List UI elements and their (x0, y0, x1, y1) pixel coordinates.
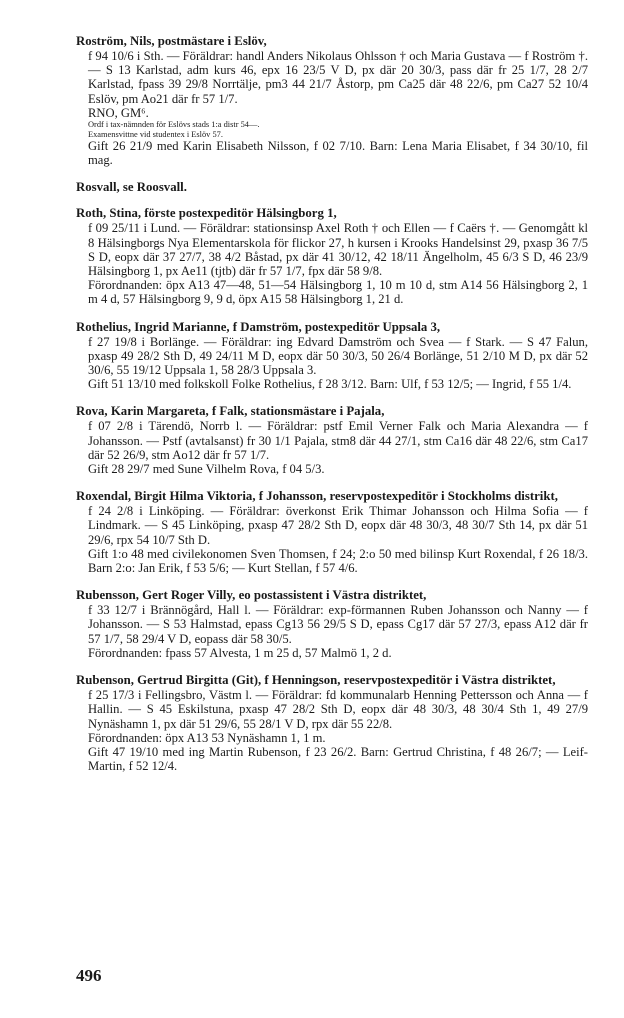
entry-roxendal (76, 489, 592, 576)
entry-rostrom (76, 34, 592, 168)
entry-roth (76, 206, 588, 306)
entry-family: Gift 47 19/10 med ing Martin Rubenson, f 23 26/2. Barn: Gertrud Christina, f 48 26/7; — Leif-Martin, f 52 12/4. (88, 744, 588, 774)
entry-notes: Ordf i tax-nämnden för Eslövs stads 1:a distr 54—. Examensvittne vid studentex i Eslöv 57. (88, 120, 260, 139)
entry-rubenson (76, 673, 588, 773)
entry-heading: Rova, Karin Margareta, f Falk, stationsmästare i Pajala, (76, 404, 385, 419)
entry-family: Gift 28 29/7 med Sune Vilhelm Rova, f 04 5/3. (88, 462, 325, 477)
entry-body: f 07 2/8 i Tärendö, Norrb l. — Föräldrar: pstf Emil Verner Falk och Maria Alexandra — f Johansson. — Pstf (avtalsanst) fr 30 1/1 Pajala, stm8 där 44 27/1, stm Ca16 där 48 22/6, stm Ca17 där 52 26/9, stm Ao12 där fr 57 1/7. (88, 419, 592, 462)
entry-body: f 27 19/8 i Borlänge. — Föräldrar: ing Edvard Damström och Svea — f Stark. — S 47 Falun, pxasp 49 28/2 Sth D, 49 24/11 M D, eopx där 50 30/3, 50 26/4 Borlänge, 51 2/10 M D, px där 52 30/6, 55 19/12 Uppsala 1, 58 28/3 Uppsala 3. (88, 334, 592, 378)
entry-rubensson (76, 588, 588, 660)
entry-heading: Rubenson, Gertrud Birgitta (Git), f Henningson, reservpostexpeditör i Västra distriktet, (76, 673, 556, 688)
entry-body: f 09 25/11 i Lund. — Föräldrar: stationsinsp Axel Roth † och Ellen — f Caërs †. — Genomgått kl 8 Hälsingborgs Nya Elementarskola för flickor 27, h kursen i Krooks Handelsinst 29, pxasp 36 7/5 S D, eopx där 37 27/7, 38 4/2 Båstad, px där 41 30/12, 42 18/11 Ängelholm, 45 6/3 S D, 46 23/9 Hälsingborg 1, px Ae11 (tjtb) där fr 57 1/7, fpx där 58 9/8. Förordnanden: öpx A13 47—48, 51—54 Hälsingborg 1, 10 m 10 d, stm A14 56 Hälsingborg 2, 1 m 4 d, 57 Hälsingborg 9, 9 d, öpx A15 58 Hälsingborg 1, 21 d. (88, 221, 588, 307)
entry-heading: Roxendal, Birgit Hilma Viktoria, f Johansson, reservpostexpeditör i Stockholms distrikt, (76, 489, 558, 504)
entry-heading: Rothelius, Ingrid Marianne, f Damström, postexpeditör Uppsala 3, (76, 319, 441, 334)
entries-column (76, 34, 592, 786)
entry-body: f 25 17/3 i Fellingsbro, Västm l. — Föräldrar: fd kommunalarb Henning Pettersson och Anna — f Hallin. — S 45 Eskilstuna, pxasp 47 28/2 Sth D, eopx där 48 30/3, 48 30/4 Sth 1, 49 27/9 Nynäshamn 1, px där 51 29/6, 55 28/1 V D, rpx där 55 22/8. Förordnanden: öpx A13 53 Nynäshamn 1, 1 m. (88, 688, 588, 745)
page-number: 496 (76, 966, 102, 985)
entry-heading: Roth, Stina, förste postexpeditör Hälsingborg 1, (76, 206, 337, 221)
entry-body: f 94 10/6 i Sth. — Föräldrar: handl Anders Nikolaus Ohlsson † och Maria Gustava — f Roström †. — S 13 Karlstad, adm kurs 46, epx 16 23/5 V D, px där 20 30/3, pass där fr 25 1/7, 28 2/7 Karlstad, fpass 39 29/8 Norrtälje, pm3 44 21/7 Åstorp, pm Ca25 där 48 22/6, pm Ca27 52 10/4 Eslöv, pm Ao21 där fr 57 1/7. RNO, GM⁶. (88, 49, 588, 120)
entry-rothelius (76, 319, 592, 392)
entry-family: Gift 1:o 48 med civilekonomen Sven Thomsen, f 24; 2:o 50 med bilinsp Kurt Roxendal, f 26 18/3. Barn 2:o: Jan Erik, f 53 5/6; — Kurt Stellan, f 57 4/6. (88, 546, 592, 576)
entry-rosvall (76, 180, 588, 195)
entry-family: Gift 26 21/9 med Karin Elisabeth Nilsson, f 02 7/10. Barn: Lena Maria Elisabet, f 34 30/10, fil mag. (88, 139, 592, 168)
entry-rova (76, 404, 592, 477)
entry-heading: Rosvall, se Roosvall. (76, 180, 187, 195)
entry-heading: Roström, Nils, postmästare i Eslöv, (76, 34, 267, 48)
entry-family: Gift 51 13/10 med folkskoll Folke Rothelius, f 28 3/12. Barn: Ulf, f 53 12/5; — Ingrid, f 55 1/4. (88, 377, 572, 392)
entry-body: f 24 2/8 i Linköping. — Föräldrar: överkonst Erik Thimar Johansson och Hilma Sofia — f Lindmark. — S 45 Linköping, pxasp 47 28/2 Sth D, eopx där 48 30/3, 48 30/7 Sth 14, px där 51 29/6, rpx 54 10/7 Sth D. (88, 504, 592, 547)
entry-heading: Rubensson, Gert Roger Villy, eo postassistent i Västra distriktet, (76, 588, 427, 603)
entry-body: f 33 12/7 i Brännögård, Hall l. — Föräldrar: exp-förmannen Ruben Johansson och Nanny — f Johansson. — S 53 Halmstad, epass Cg13 56 29/5 S D, epass Cg17 där 57 27/3, epass A12 där fr 57 1/7, 58 29/4 V D, eopass där 58 30/5. Förordnanden: fpass 57 Alvesta, 1 m 25 d, 57 Malmö 1, 2 d. (88, 603, 588, 660)
